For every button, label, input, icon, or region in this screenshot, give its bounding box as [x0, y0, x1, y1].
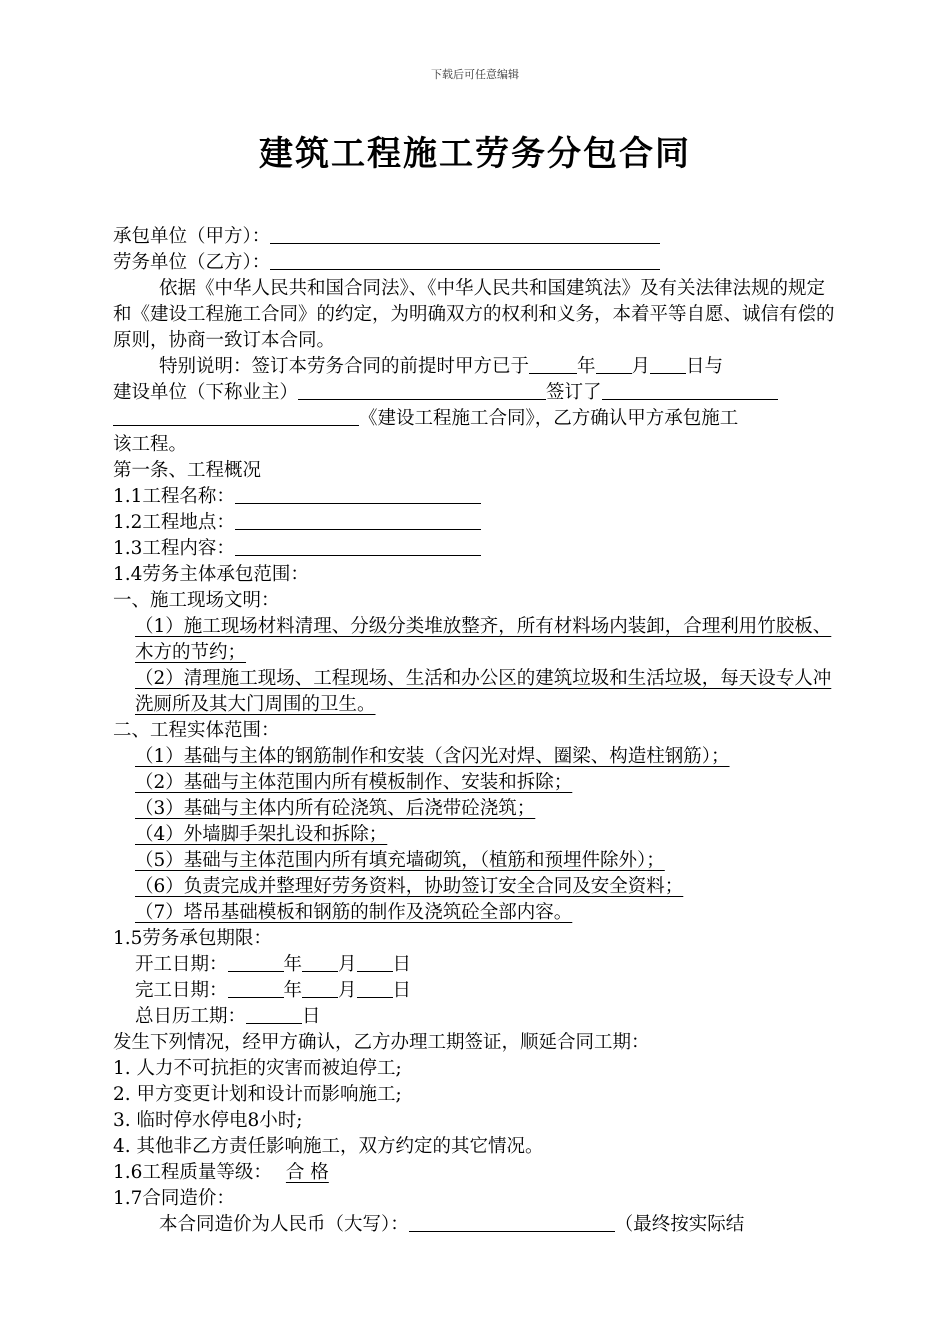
contract-blank-2 [113, 407, 359, 426]
entity-item-6: （6）负责完成并整理好劳务资料，协助签订安全合同及安全资料； [135, 876, 684, 897]
total-days-label: 总日历工期： [135, 1006, 247, 1027]
start-day-text: 日 [392, 954, 412, 975]
extension-item-4: 4. 其他非乙方责任影响施工，双方约定的其它情况。 [113, 1136, 544, 1157]
project-place-line [113, 510, 843, 536]
start-date-line [113, 952, 843, 978]
finish-year-blank [228, 979, 284, 998]
day-text: 日与 [686, 356, 724, 377]
special-line-3 [113, 406, 843, 432]
project-place-blank [235, 511, 481, 530]
signed-text: 签订了 [546, 382, 602, 403]
special-line-1 [113, 354, 843, 380]
month-blank [596, 355, 632, 374]
finish-date-label: 完工日期： [135, 980, 228, 1001]
year-text: 年 [577, 356, 596, 377]
article-1-heading: 第一条、工程概况 [113, 460, 262, 481]
start-month-text: 月 [338, 954, 357, 975]
contract-text: 《建设工程施工合同》，乙方确认甲方承包施工 [359, 408, 739, 429]
month-text: 月 [631, 356, 651, 377]
civil-heading: 一、施工现场文明： [113, 590, 280, 611]
project-place-label: 1.2工程地点： [113, 512, 235, 533]
entity-item-4: （4）外墙脚手架扎设和拆除； [135, 824, 388, 845]
special-text-2: 建设单位（下称业主） [113, 382, 299, 403]
quality-line [113, 1160, 843, 1186]
project-name-blank [235, 485, 481, 504]
price-line [113, 1212, 843, 1238]
party-a-line [113, 224, 843, 250]
finish-year-text: 年 [283, 980, 303, 1001]
party-a-blank [270, 225, 660, 244]
quality-label: 1.6工程质量等级： [113, 1162, 272, 1183]
special-line-2 [113, 380, 843, 406]
project-content-label: 1.3工程内容： [113, 538, 235, 559]
project-name-line [113, 484, 843, 510]
civil-item-2: （2）清理施工现场、工程现场、生活和办公区的建筑垃圾和生活垃圾，每天设专人冲洗厕所及其大门周围的卫生。 [135, 668, 832, 715]
extension-item-2: 2. 甲方变更计划和设计而影响施工; [113, 1084, 402, 1105]
scope-label: 1.4劳务主体承包范围： [113, 564, 309, 585]
start-year-text: 年 [283, 954, 303, 975]
start-month-blank [302, 953, 338, 972]
project-content-line [113, 536, 843, 562]
finish-month-text: 月 [338, 980, 357, 1001]
intro-paragraph: 依据《中华人民共和国合同法》、《中华人民共和国建筑法》及有关法律法规的规定和《建设工程施工合同》的约定，为明确双方的权利和义务，本着平等自愿、诚信有偿的原则，协商一致订本合同。 [113, 278, 835, 351]
entity-item-7: （7）塔吊基础模板和钢筋的制作及浇筑砼全部内容。 [135, 902, 573, 923]
finish-day-blank [357, 979, 393, 998]
entity-item-5: （5）基础与主体范围内所有填充墙砌筑，（植筋和预埋件除外）； [135, 850, 665, 871]
finish-month-blank [302, 979, 338, 998]
total-days-blank [246, 1005, 302, 1024]
party-b-blank [270, 251, 660, 270]
party-a-label: 承包单位（甲方）： [113, 226, 271, 247]
finish-day-text: 日 [392, 980, 412, 1001]
price-tail: （最终按实际结 [614, 1214, 745, 1235]
party-b-line [113, 250, 843, 276]
contract-blank-1 [602, 381, 778, 400]
special-end: 该工程。 [113, 434, 188, 455]
year-blank [529, 355, 577, 374]
price-label: 1.7合同造价： [113, 1188, 235, 1209]
price-text: 本合同造价为人民币（大写）： [159, 1214, 409, 1235]
total-days-line [113, 1004, 843, 1030]
entity-item-2: （2）基础与主体范围内所有模板制作、安装和拆除； [135, 772, 573, 793]
total-days-unit: 日 [302, 1006, 321, 1027]
entity-item-1: （1）基础与主体的钢筋制作和安装（含闪光对焊、圈梁、构造柱钢筋）； [135, 746, 730, 767]
entity-heading: 二、工程实体范围： [113, 720, 280, 741]
start-day-blank [357, 953, 393, 972]
civil-item-1: （1）施工现场材料清理、分级分类堆放整齐，所有材料场内装卸，合理利用竹胶板、木方的节约； [135, 616, 832, 663]
owner-blank [298, 381, 546, 400]
header-note: 下载后可任意编辑 [431, 68, 519, 81]
extension-item-3: 3. 临时停水停电8小时; [113, 1110, 303, 1131]
extension-item-1: 1. 人力不可抗拒的灾害而被迫停工; [113, 1058, 402, 1079]
start-year-blank [228, 953, 284, 972]
finish-date-line [113, 978, 843, 1004]
start-date-label: 开工日期： [135, 954, 228, 975]
project-content-blank [235, 537, 481, 556]
party-b-label: 劳务单位（乙方）： [113, 252, 271, 273]
period-label: 1.5劳务承包期限： [113, 928, 272, 949]
project-name-label: 1.1工程名称： [113, 486, 235, 507]
special-text-1: 特别说明：签订本劳务合同的前提时甲方已于 [159, 356, 530, 377]
quality-value: 合 格 [285, 1162, 329, 1183]
day-blank [650, 355, 686, 374]
price-blank [409, 1213, 615, 1232]
entity-item-3: （3）基础与主体内所有砼浇筑、后浇带砼浇筑； [135, 798, 536, 819]
extension-intro: 发生下列情况，经甲方确认，乙方办理工期签证，顺延合同工期： [113, 1032, 650, 1053]
contract-title: 建筑工程施工劳务分包合同 [259, 134, 691, 174]
contract-body [113, 224, 843, 1238]
